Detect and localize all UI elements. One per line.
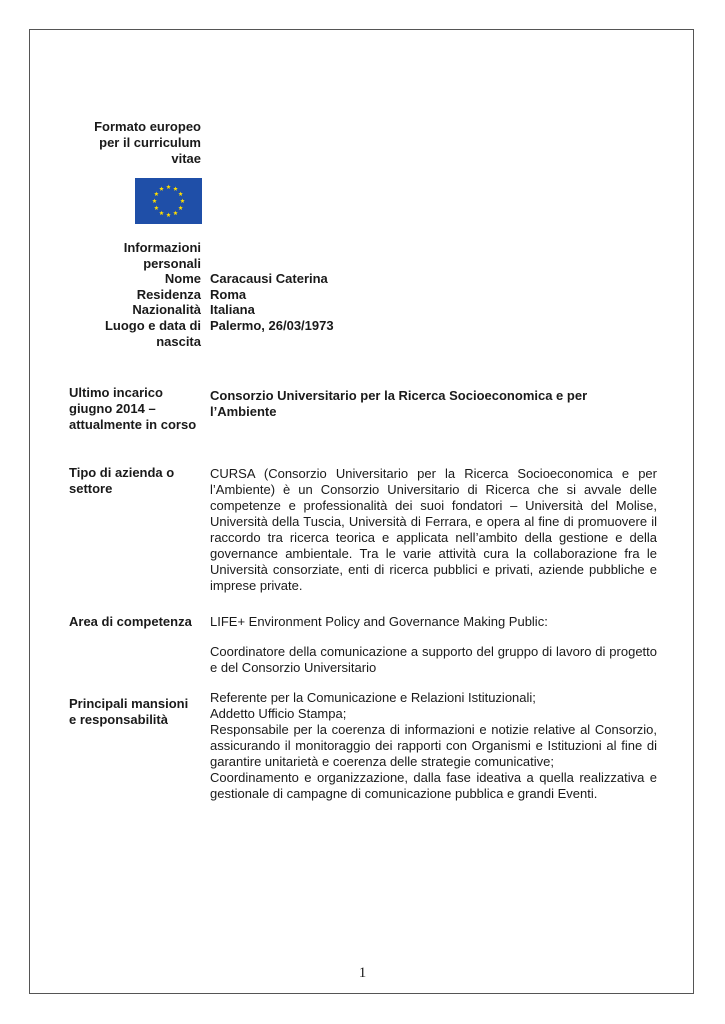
label-line: Principali mansioni [69,696,189,711]
heading-line: personali [143,256,201,271]
label-line: giugno 2014 – [69,401,156,416]
label-line: Tipo di azienda o [69,465,175,480]
label-line: e responsabilità [69,712,168,727]
nationality-value: Italiana [210,302,255,317]
label-line: settore [69,481,113,496]
duties-label [69,696,204,728]
company-type-description: CURSA (Consorzio Universitario per la Ricerca Socioeconomica e per l’Ambiente) è un Consorzio Universitario di Ricerca che si avvale delle competenze e professionalità dei suoi fondatori – Università del Molise, Università della Tuscia, Università di Ferrara, e opera al fine di promuovere il raccordo tra ricerca teorica e applicata nell’ambito della gestione e della governance ambientale. Tra le varie attività cura la collaborazione fra le Università consorziate, enti di ricerca pubblici e privati, aziende pubbliche e imprese private. [210,466,657,593]
residence-label: Residenza [136,287,201,302]
label-line: attualmente in corso [69,417,197,432]
last-position-value [210,388,657,420]
birth-value: Palermo, 26/03/1973 [210,318,334,333]
birth-label [70,318,201,350]
residence-value: Roma [210,287,247,302]
nationality-label: Nazionalità [132,302,201,317]
label-line: Luogo e data di [104,318,201,333]
heading-line: Informazioni [123,240,201,255]
duty-item: Responsabile per la coerenza di informazioni e notizie relative al Consorzio, assicurando il monitoraggio dei rapporti con Organismi e Istituzioni al fine di garantire unitarietà e coerenza delle strategie comunicative; [210,722,657,769]
title-line: vitae [171,151,201,166]
company-type-label [69,465,204,497]
last-position-label [69,385,204,433]
competence-area-detail: Coordinatore della comunicazione a supporto del gruppo di lavoro di progetto e del Consorzio Universitario [210,644,657,675]
label-line: nascita [156,334,201,349]
cv-format-title [70,119,201,167]
page-number: 1 [358,965,367,981]
competence-area-value: LIFE+ Environment Policy and Governance Making Public: [210,614,548,629]
title-line: per il curriculum [99,135,201,150]
duty-item: Coordinamento e organizzazione, dalla fase ideativa a quella realizzativa e gestionale di campagne di comunicazione pubblica e grandi Eventi. [210,770,657,801]
eu-flag-icon [135,178,202,224]
label-line: Ultimo incarico [69,385,163,400]
personal-info-heading [70,240,201,272]
duty-item: Addetto Ufficio Stampa; [210,706,347,721]
duty-item: Referente per la Comunicazione e Relazioni Istituzionali; [210,690,536,705]
value-line: l’Ambiente [210,404,277,419]
title-line: Formato europeo [94,119,201,134]
name-label: Nome [164,271,201,286]
name-value: Caracausi Caterina [210,271,328,286]
duties-list [210,690,657,802]
competence-area-label: Area di competenza [69,614,192,629]
value-line: Consorzio Universitario per la Ricerca Socioeconomica e per [210,388,588,403]
